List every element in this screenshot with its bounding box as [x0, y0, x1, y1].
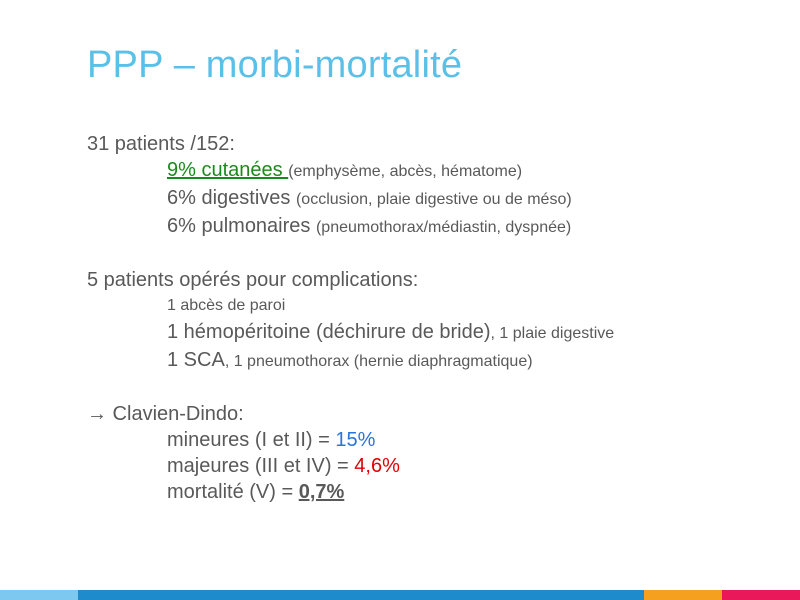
minor-complications [87, 427, 787, 453]
item-pulmonary-detail: (pneumothorax/médiastin, dyspnée) [315, 219, 572, 236]
item-cutaneous-main: 9% cutanées [167, 159, 289, 181]
slide-title: PPP – morbi-mortalité [87, 44, 463, 86]
item-digestive-detail: (occlusion, plaie digestive ou de méso) [295, 191, 572, 208]
footer-bar-pink [722, 590, 800, 600]
clavien-dindo-label: Clavien-Dindo: [107, 403, 244, 425]
minor-label: mineures (I et II) = [167, 429, 336, 451]
major-complications [87, 453, 787, 479]
item-pulmonary [87, 213, 787, 241]
hemoperitoneum-detail: , 1 plaie digestive [490, 325, 615, 342]
hemoperitoneum-main: 1 hémopéritoine (déchirure de bride) [167, 321, 491, 343]
mortality-value: 0,7% [298, 481, 345, 503]
section2-heading: 5 patients opérés pour complications: [87, 269, 419, 291]
complication-abscess: 1 abcès de paroi [167, 297, 286, 314]
section1-heading: 31 patients /152: [87, 133, 235, 155]
mortality-label: mortalité (V) = [167, 481, 299, 503]
spacer [87, 375, 787, 401]
minor-value: 15% [335, 429, 376, 451]
complication-hemoperitoneum [87, 319, 787, 347]
footer-bar-light-blue [0, 590, 78, 600]
spacer [87, 241, 787, 267]
sca-main: 1 SCA [167, 349, 225, 371]
item-cutaneous [87, 157, 787, 185]
sca-detail: , 1 pneumothorax (hernie diaphragmatique) [224, 353, 533, 370]
arrow-icon: → [87, 403, 107, 425]
item-digestive-main: 6% digestives [167, 187, 296, 209]
footer-bar-blue [78, 590, 644, 600]
slide-content [87, 131, 787, 505]
item-cutaneous-detail: (emphysème, abcès, hématome) [288, 163, 523, 180]
mortality [87, 479, 787, 505]
footer-bar-orange [644, 590, 722, 600]
major-label: majeures (III et IV) = [167, 455, 355, 477]
complication-sca [87, 347, 787, 375]
section3-heading [87, 401, 787, 427]
item-digestive [87, 185, 787, 213]
item-pulmonary-main: 6% pulmonaires [167, 215, 316, 237]
major-value: 4,6% [354, 455, 400, 477]
